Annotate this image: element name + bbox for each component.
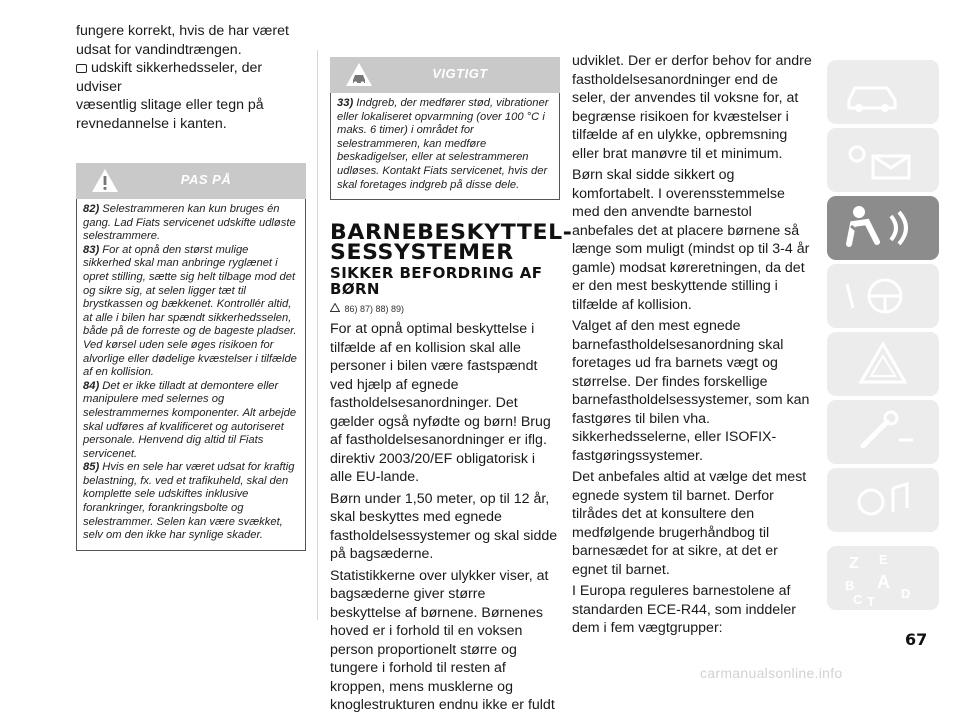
note-item: 85) Hvis en sele har været udsat for kraftig belastning, fx. ved et trafikuheld, skal den komplette sele udskiftes inklusive forankringer, forankringsbolte og selestrammer. Selen kan være svækket, selv om den ikke har synlige skader. bbox=[83, 461, 295, 542]
car-icon bbox=[827, 60, 939, 124]
column-3 bbox=[572, 52, 812, 641]
important-box-body bbox=[330, 93, 560, 200]
subsection bbox=[330, 265, 560, 718]
index-letter: B bbox=[845, 578, 855, 593]
text-line: fungere korrekt, hvis de har været bbox=[76, 23, 289, 39]
seatbelt-airbag-icon bbox=[827, 196, 939, 260]
index-letter: C bbox=[853, 592, 863, 607]
paragraph: Statistikkerne over ulykker viser, at bagsæderne giver større beskyttelse af børnene. Børnenes hoved er i forhold til en voksen person proportionelt større og tungere i forhold til resten af kroppen, mens musklerne og knoglestrukturen endnu ikke er fuldt bbox=[330, 567, 555, 713]
paragraph: Børn skal sidde sikkert og komfortabelt. I overensstemmelse med den anvendte barnestol anbefales det at placere børnene så længe som muligt (mindst op til 3-4 år gamle) modsat køreretningen, da det er den mest beskyttende stilling i tilfælde af kollision. bbox=[572, 167, 810, 313]
tab-safety[interactable] bbox=[827, 196, 939, 260]
tab-driving[interactable] bbox=[827, 264, 939, 328]
bullet-square-icon bbox=[76, 64, 87, 73]
steering-wheel-icon bbox=[827, 264, 939, 328]
tab-index[interactable] bbox=[827, 546, 939, 610]
bullet-item: udskift sikkerhedsseler, der udviser bbox=[76, 60, 263, 95]
index-letter: T bbox=[867, 594, 875, 609]
index-letter: Z bbox=[849, 555, 859, 572]
note-item: 83) For at opnå den størst mulige sikkerhed skal man anbringe ryglænet i opret stilling, sætte sig helt tilbage mod det og sikre sig, at selen ligger tæt til brystkassen og bækkenet. Kontrollér altid, at alle i bilen har spændt sikkerhedsselen, både på de forreste og de bageste pladser. Ved kørsel uden sele øges risikoen for alvorlige eller dødelige kvæstelser i tilfælde af en kollision. bbox=[83, 243, 297, 379]
important-title: VIGTIGT bbox=[432, 66, 488, 81]
column-1 bbox=[76, 22, 306, 133]
refs-line bbox=[330, 299, 560, 317]
text-line: revnedannelse i kanten. bbox=[76, 115, 227, 132]
index-letters bbox=[827, 546, 939, 610]
warning-small-icon bbox=[330, 303, 340, 312]
caution-title: PAS PÅ bbox=[180, 172, 232, 187]
note-item: 84) Det er ikke tilladt at demontere eller manipulere med selernes og selestrammernes komponenter. Alt arbejde skal udføres af kvalificeret og autoriseret personale. Henvend dig altid til Fiats servicenet. bbox=[83, 379, 297, 460]
paragraph: Valget af den mest egnede barnefastholdelsesanordning skal foretages ud fra barnets vægt og størrelse. Der findes forskellige barnefastholdelsessystemer, som kan fastgøres til bilen vha. sikkerhedsselerne, eller ISOFIX-fastgøringssystemer. bbox=[572, 318, 810, 464]
emergency-triangle-icon bbox=[827, 332, 939, 396]
paragraph: For at opnå optimal beskyttelse i tilfælde af en kollision skal alle personer i bilen være fastspændt ved hjælp af egnede fastholdelsesanordninger. Det gælder også nyfødte og børn! Brug af fastholdelsesanordninger er iflg. direktiv 2003/20/EF obligatorisk i alle EU-lande. bbox=[330, 321, 551, 485]
paragraph: I Europa reguleres barnestolene af standarden ECE-R44, som inddeler dem i fem vægtgrupper: bbox=[572, 583, 796, 636]
tab-maintenance[interactable] bbox=[827, 400, 939, 464]
intro-text bbox=[76, 22, 306, 133]
index-letter: D bbox=[901, 586, 911, 601]
caution-box-body bbox=[76, 199, 306, 551]
media-icon bbox=[827, 468, 939, 532]
tab-multimedia[interactable] bbox=[827, 468, 939, 532]
tab-emergency[interactable] bbox=[827, 332, 939, 396]
wrench-icon bbox=[827, 400, 939, 464]
paragraph: Det anbefales altid at vælge det mest egnede system til barnet. Derfor tilrådes det at konsultere den medfølgende brugerhåndbog til barnesædet for at sikre, at det er egnet til barnet. bbox=[572, 469, 807, 578]
important-box bbox=[330, 57, 560, 200]
text-line: væsentlig slitage eller tegn på bbox=[76, 97, 264, 113]
tab-vehicle[interactable] bbox=[827, 60, 939, 124]
reference-numbers: 86) 87) 88) 89) bbox=[344, 304, 404, 314]
text-line: udsat for vandindtrængen. bbox=[76, 41, 242, 58]
sub-heading: SIKKER BEFORDRING AF BØRN bbox=[330, 264, 543, 298]
index-letter: E bbox=[879, 552, 888, 567]
lamp-mail-icon bbox=[827, 128, 939, 192]
section-heading bbox=[330, 221, 573, 265]
page-number: 67 bbox=[905, 630, 928, 649]
caution-box bbox=[76, 163, 306, 551]
main-heading: BARNEBESKYTTEL- SESSYSTEMER bbox=[330, 221, 573, 265]
body-text bbox=[330, 320, 560, 715]
footer-watermark: carmanualsonline.info bbox=[700, 665, 843, 681]
column-divider bbox=[317, 50, 318, 620]
note-item: 82) Selestrammeren kan kun bruges én gang. Lad Fiats servicenet udskifte udløste selestrammere. bbox=[83, 203, 296, 243]
tab-lights[interactable] bbox=[827, 128, 939, 192]
paragraph: udviklet. Der er derfor behov for andre fastholdelsesanordninger end de seler, der anvendes til voksne for, at begrænse risikoen for kvæstelser i tilfælde af en ulykke, opbremsning eller brat manøvre til et minimum. bbox=[572, 53, 812, 162]
important-box-header bbox=[330, 57, 560, 93]
paragraph: Børn under 1,50 meter, op til 12 år, skal beskyttes med egnede fastholdelsessystemer og skal sidde på bagsæderne. bbox=[330, 490, 558, 562]
caution-box-header bbox=[76, 163, 306, 199]
note-item: 33) Indgreb, der medfører stød, vibrationer eller lokaliseret opvarmning (over 100 °C i maks. 6 timer) i området for selestrammeren, kan medføre beskadigelser, eller at selestrammeren udløses. Kontakt Fiats servicenet, hvis der skal foretages indgreb på disse dele. bbox=[337, 97, 549, 191]
body-text bbox=[572, 52, 812, 638]
index-letter: A bbox=[877, 572, 890, 592]
